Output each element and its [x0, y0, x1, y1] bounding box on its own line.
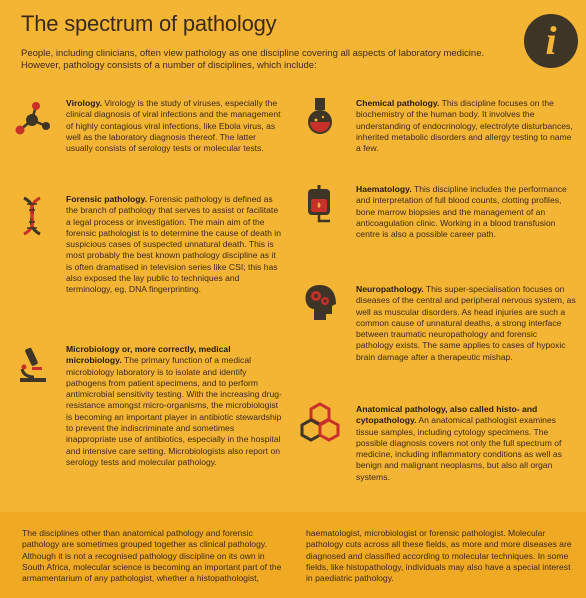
page-title: The spectrum of pathology [21, 11, 277, 36]
discipline-neuropathology [356, 284, 576, 363]
discipline-microbiology [66, 344, 284, 468]
footer-panel [0, 512, 586, 598]
discipline-text: This super-specialisation focuses on diseases of the central and peripheral nervous system, as well as muscular disorders. As head injuries are such a common cause of unnatural deaths, a strong interface between traumatic neuropathology and forensic pathology exists. The same applies to cases of hypoxic brain damage after a therapeutic mishap. [356, 284, 576, 362]
flask-icon [300, 96, 340, 136]
microscope-icon [12, 345, 52, 385]
brain-gears-icon [300, 282, 340, 322]
discipline-name: Neuropathology. [356, 284, 424, 294]
discipline-name: Haematology. [356, 184, 412, 194]
discipline-name: Microbiology or, more correctly, medical microbiology. [66, 344, 231, 366]
hexagon-cells-icon [300, 402, 340, 442]
discipline-virology [66, 98, 284, 154]
info-icon [524, 14, 578, 68]
molecule-icon [12, 100, 52, 140]
discipline-forensic-pathology [66, 194, 284, 296]
info-glyph: i [545, 18, 557, 63]
intro-text: People, including clinicians, often view pathology as one discipline covering all aspects of laboratory medicine. However, pathology consists of a number of disciplines, which include: [21, 48, 485, 71]
dna-icon [12, 196, 52, 236]
blood-bag-icon [300, 183, 340, 223]
discipline-text: This discipline focuses on the biochemistry of the human body. It involves the understanding of endocrinology, electrolyte disturbances, inherited metabolic disorders and allergy testing to name a few. [356, 98, 573, 154]
discipline-text: Forensic pathology is defined as the branch of pathology that serves to assist or facilitate a legal process or investigation. The main aim of the forensic pathologist is to determine the cause of death in suspicious cases of suspected unnatural death. This is most probably the best known pathology discipline as it is often dramatised in television series like CSI; this has also exposed the lay public to techniques and terminology, eg, DNA fingerprinting. [66, 194, 281, 295]
discipline-name: Forensic pathology. [66, 194, 148, 204]
discipline-text: An anatomical pathologist examines tissue samples, including cytology specimens. The possible diagnosis covers not only the full spectrum of medicine, including inflammatory conditions as well as benign and malignant neoplasms, but also all organ systems. [356, 415, 562, 482]
discipline-haematology [356, 184, 576, 240]
discipline-name: Virology. [66, 98, 102, 108]
footer-text-left: The disciplines other than anatomical pathology and forensic pathology are sometimes grouped together as clinical pathology. Although it is not a recognised pathology discipline on its own in South Africa, molecular science is becoming an important part of the armamentarium of any pathologist, whether a histopathologist, [22, 528, 282, 584]
discipline-chemical-pathology [356, 98, 576, 154]
discipline-anatomical-pathology [356, 404, 576, 483]
discipline-name: Chemical pathology. [356, 98, 440, 108]
discipline-text: This discipline includes the performance and interpretation of full blood counts, clotting profiles, bone marrow biopsies and the management of an anticoagulation clinic. Working in a blood transfusion centre is also a possible career path. [356, 184, 567, 240]
discipline-text: The primary function of a medical microbiology laboratory is to isolate and identify pathogens from patient specimens, and to perform antimicrobial sensitivity testing. With the increasing drug-resistance amongst micro-organisms, the microbiologist is becoming an important player in antibiotic stewardship to prevent the indiscriminate and sometimes inappropriate use of antibiotics, especially in the hospital and intensive care setting. Microbiologists also report on serology tests and molecular pathology. [66, 355, 282, 467]
discipline-text: Virology is the study of viruses, especially the clinical diagnosis of viral infections and the management of highly contagious viral infections, like Ebola virus, as well as the laboratory diagnosis thereof. The latter usually consists of serology tests or molecular tests. [66, 98, 281, 154]
footer-text-right: haematologist, microbiologist or forensic pathologist. Molecular pathology cuts across all these fields, as more and more diseases are diagnosed and classified according to molecular techniques. In some fields, like histopathology, individuals may also have a special interest in paediatric pathology. [306, 528, 572, 584]
discipline-name: Anatomical pathology, also called histo- and cytopathology. [356, 404, 538, 426]
